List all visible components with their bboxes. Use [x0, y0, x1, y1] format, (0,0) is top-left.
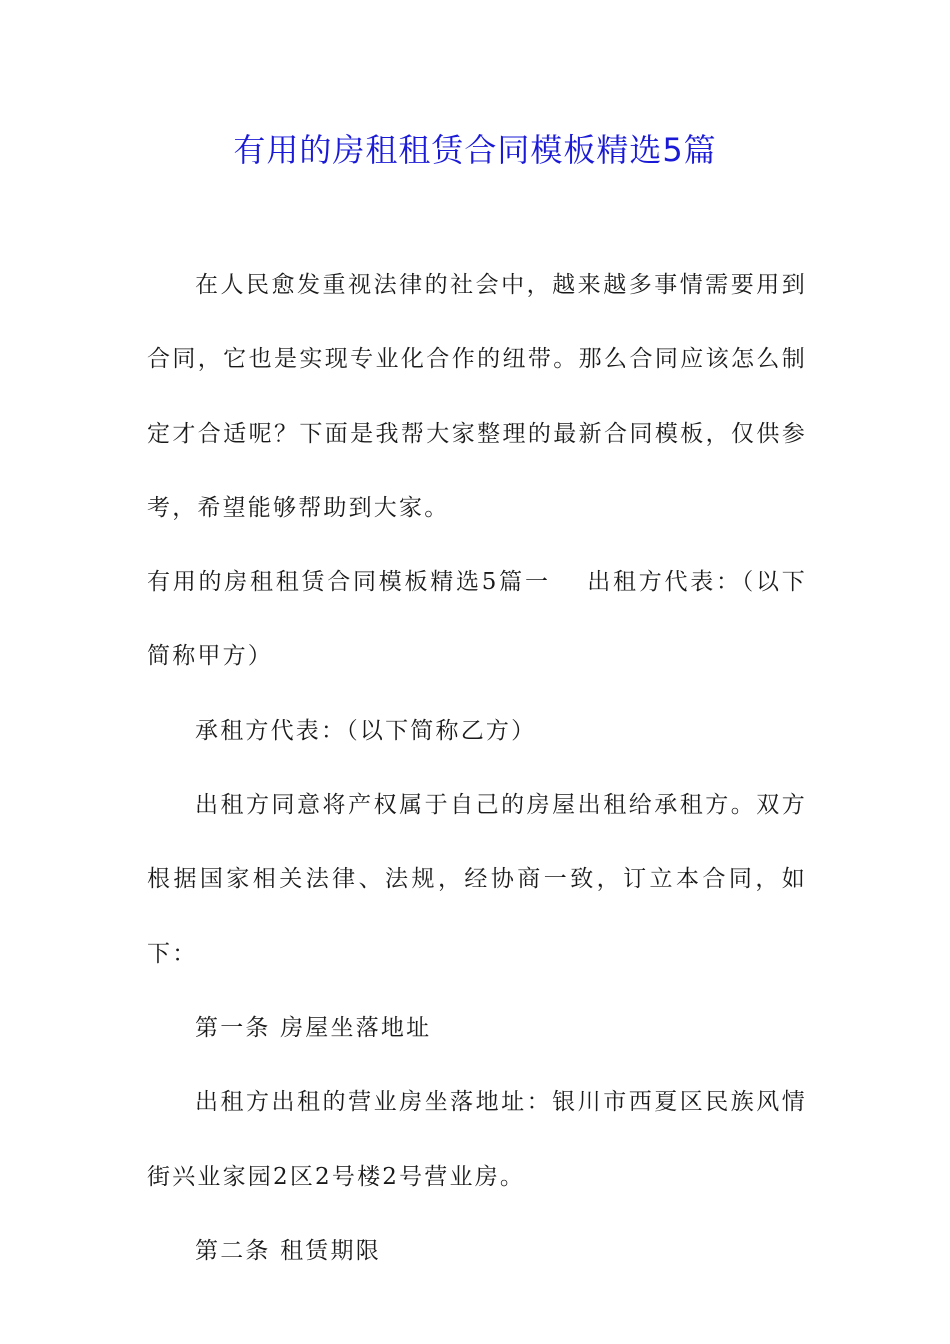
article-2-title: 第二条 租赁期限 [195, 1237, 381, 1264]
lessee-line: 承租方代表：（以下简称乙方） [195, 717, 537, 744]
section-1-heading: 有用的房租租赁合同模板精选5篇一 [147, 569, 551, 596]
document-body [147, 248, 807, 1288]
article-1-title: 第一条 房屋坐落地址 [195, 1014, 432, 1041]
document-title: 有用的房租租赁合同模板精选5篇 [233, 131, 717, 169]
lessor-line: 出租方代表：（以下简称甲方） [147, 569, 807, 670]
intro-paragraph: 在人民愈发重视法律的社会中，越来越多事情需要用到合同，它也是实现专业化合作的纽带。那么合同应该怎么制定才合适呢？下面是我帮大家整理的最新合同模板，仅供参考，希望能够帮助到大家。 [147, 272, 807, 521]
section-1-line [147, 545, 807, 694]
agreement-paragraph: 出租方同意将产权属于自己的房屋出租给承租方。双方根据国家相关法律、法规，经协商一致，订立本合同，如下： [147, 792, 807, 967]
article-1-text: 出租方出租的营业房坐落地址：银川市西夏区民族风情街兴业家园2区2号楼2号营业房。 [147, 1089, 807, 1190]
